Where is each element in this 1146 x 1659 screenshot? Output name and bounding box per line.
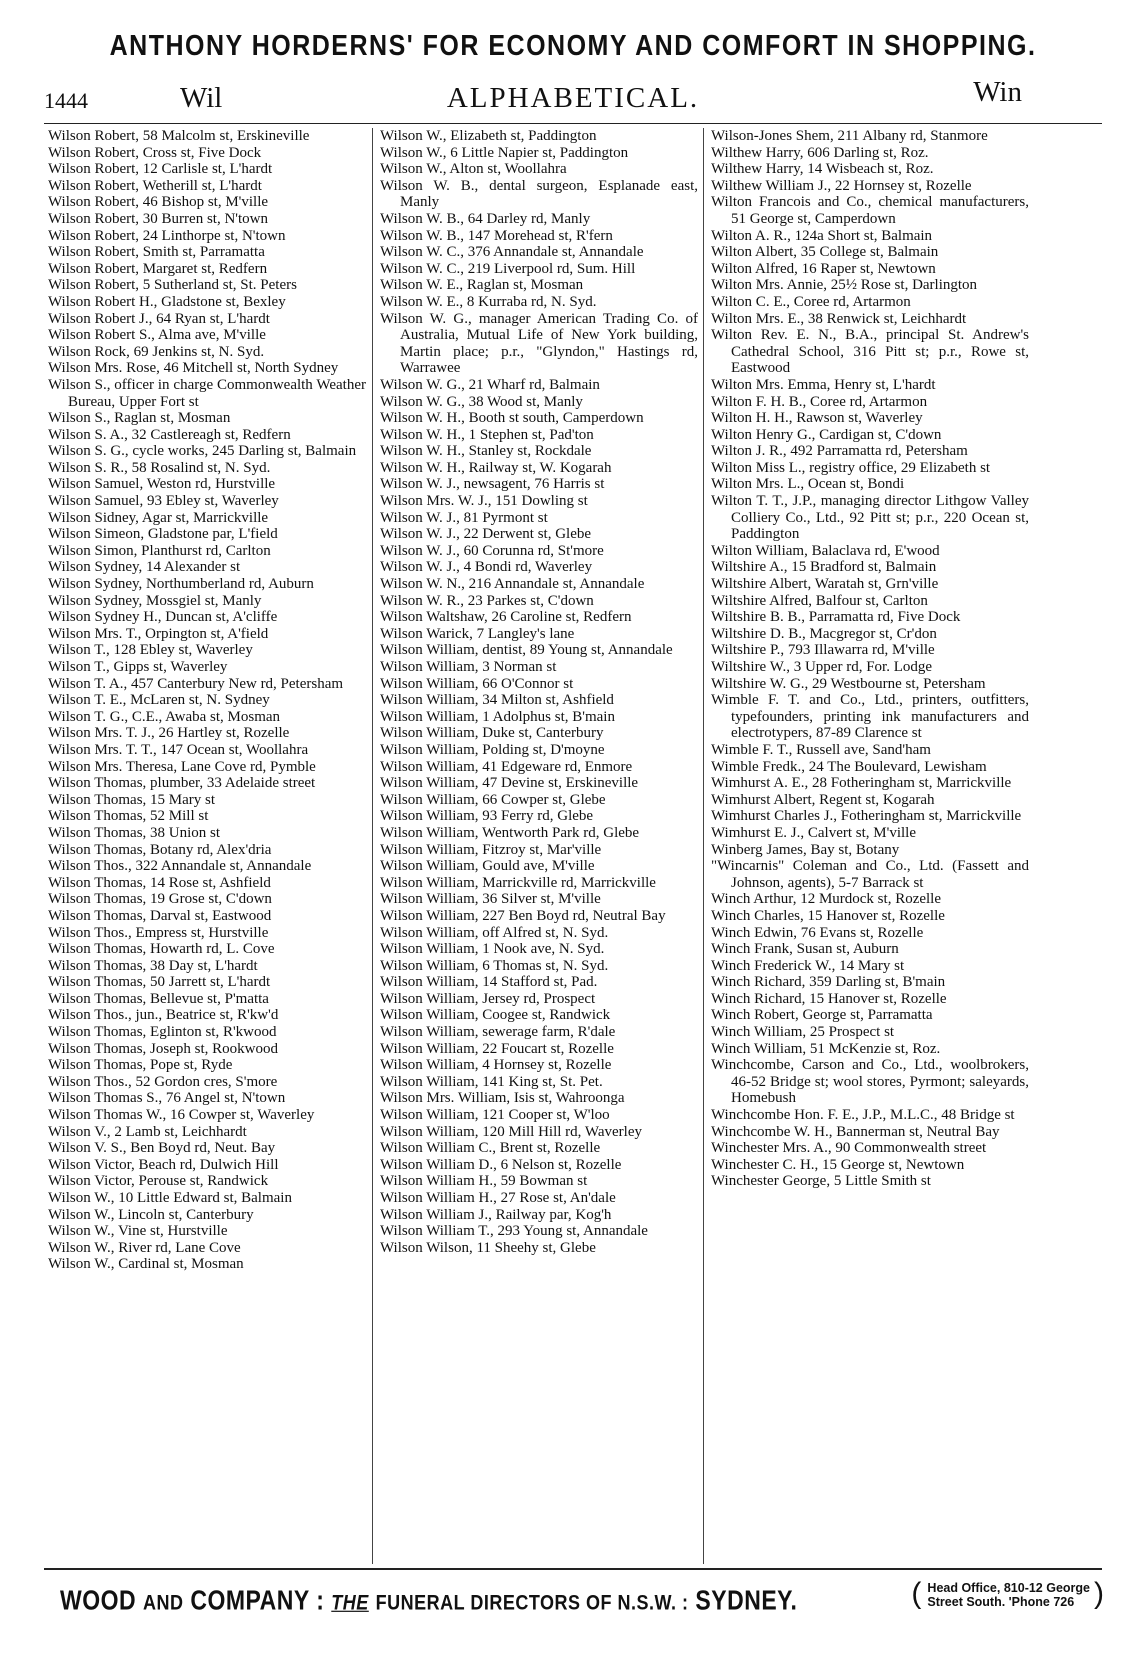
directory-entry: Wilton Rev. E. N., B.A., principal St. Andrew's Cathedral School, 316 Pitt st; p.r., Rowe st, Eastwood [711,327,1029,377]
directory-entry: Wilson S., Raglan st, Mosman [48,410,231,427]
directory-entry: Wilson S. R., 58 Rosalind st, N. Syd. [48,459,271,476]
directory-entry: Wimhurst Charles J., Fotheringham st, Marrickville [711,808,1022,825]
directory-entry: Wilson W., Cardinal st, Mosman [48,1256,244,1273]
directory-entry: Wilton Henry G., Cardigan st, C'down [711,426,942,443]
footer-advert [60,1577,1102,1627]
directory-entry: Wilson Sidney, Agar st, Marrickville [48,509,269,526]
directory-entry: Wilson Thomas, 50 Jarrett st, L'hardt [48,974,271,991]
directory-entry: Wiltshire Alfred, Balfour st, Carlton [711,592,928,609]
directory-entry: Wilson William J., Railway par, Kog'h [380,1206,612,1223]
directory-entry: Wimhurst Albert, Regent st, Kogarah [711,791,935,808]
directory-entry: Wimhurst E. J., Calvert st, M'ville [711,824,916,841]
directory-entry: Wilton T. T., J.P., managing director Lithgow Valley Colliery Co., Ltd., 92 Pitt st; p.r., 220 Ocean st, Paddington [711,493,1029,543]
directory-entry: Wilthew Harry, 14 Wisbeach st, Roz. [711,161,934,178]
directory-entry: Wilson William, 93 Ferry rd, Glebe [380,808,594,825]
directory-entry: Wilson William, 47 Devine st, Erskineville [380,775,639,792]
directory-entry: Wilton Miss L., registry office, 29 Elizabeth st [711,459,991,476]
directory-entry: Wiltshire Albert, Waratah st, Grn'ville [711,576,939,593]
directory-entry: Wilson W. J., 60 Corunna rd, St'more [380,542,604,559]
directory-entry: Wilson William, dentist, 89 Young st, Annandale [380,642,673,659]
guide-word-right: Win [973,76,1022,108]
directory-entry: Wilson Robert, 46 Bishop st, M'ville [48,194,269,211]
firm-name-part: COMPANY : [190,1584,325,1616]
directory-entry: Wilson William, Coogee st, Randwick [380,1007,611,1024]
directory-entry: Wiltshire D. B., Macgregor st, Cr'don [711,625,937,642]
directory-entry: Wimble F. T., Russell ave, Sand'ham [711,741,931,758]
directory-entry: Wilson Thomas, 14 Rose st, Ashfield [48,874,271,891]
directory-entry: Wilson S., officer in charge Commonwealth Weather Bureau, Upper Fort st [48,376,366,410]
directory-entry: Wilson V., 2 Lamb st, Leichhardt [48,1123,247,1140]
directory-entry: Wilson William, Marrickville rd, Marrickville [380,874,656,891]
directory-entry: Wilton H. H., Rawson st, Waverley [711,410,923,427]
directory-entry: Winchcombe W. H., Bannerman st, Neutral Bay [711,1123,1000,1140]
directory-entry: Wilson W. B., 147 Morehead st, R'fern [380,227,613,244]
directory-entry: Wilson William, 66 O'Connor st [380,675,574,692]
directory-entry: Wilson Robert, 24 Linthorpe st, N'town [48,227,286,244]
column-divider [703,128,704,1564]
directory-entry: Wilson W., Lincoln st, Canterbury [48,1206,254,1223]
directory-entry: Wilson W. J., 4 Bondi rd, Waverley [380,559,593,576]
directory-entry: Winchcombe, Carson and Co., Ltd., woolbrokers, 46-52 Bridge st; wool stores, Pyrmont; saleyards, Homebush [711,1057,1029,1107]
listing-column-3 [711,128,1029,1190]
directory-entry: Wilson William, Jersey rd, Prospect [380,990,596,1007]
directory-entry: Wilson Thomas, 52 Mill st [48,808,209,825]
directory-entry: Wiltshire P., 793 Illawarra rd, M'ville [711,642,935,659]
directory-entry: Wilson Robert H., Gladstone st, Bexley [48,293,286,310]
directory-entry: Wiltshire W., 3 Upper rd, For. Lodge [711,659,933,675]
directory-entry: Wilton J. R., 492 Parramatta rd, Petersham [711,443,968,460]
directory-entry: Wilson-Jones Shem, 211 Albany rd, Stanmore [711,128,988,144]
directory-entry: Wilson Thomas, Botany rd, Alex'dria [48,841,272,858]
directory-entry: Wilson W. B., 64 Darley rd, Manly [380,210,591,227]
directory-entry: Wilson W. E., 8 Kurraba rd, N. Syd. [380,293,597,310]
directory-entry: Winch Arthur, 12 Murdock st, Rozelle [711,891,942,908]
directory-entry: Wilson Thomas, 38 Union st [48,824,221,841]
directory-entry: Wilson William, 34 Milton st, Ashfield [380,692,614,709]
directory-entry: Wilson William D., 6 Nelson st, Rozelle [380,1156,622,1173]
directory-entry: Wilson W. B., dental surgeon, Esplanade east, Manly [380,177,698,211]
directory-entry: "Wincarnis" Coleman and Co., Ltd. (Fassett and Johnson, agents), 5-7 Barrack st [711,858,1029,891]
directory-entry: Wilson W., Alton st, Woollahra [380,161,567,178]
directory-entry: Wilson Samuel, Weston rd, Hurstville [48,476,276,493]
firm-name-and: AND [143,1590,184,1615]
directory-entry: Wilson William, Fitzroy st, Mar'ville [380,841,602,858]
directory-entry: Wimble F. T. and Co., Ltd., printers, outfitters, typefounders, printing ink manufacturers and electrotypers, 87-89 Clarence st [711,692,1029,742]
directory-entry: Wilson W. C., 376 Annandale st, Annandale [380,244,644,261]
firm-name-part: WOOD [60,1584,137,1616]
directory-entry: Wilton F. H. B., Coree rd, Artarmon [711,393,928,410]
directory-entry: Wilson Victor, Perouse st, Randwick [48,1173,269,1190]
directory-entry: Wilson William, off Alfred st, N. Syd. [380,924,609,941]
column-divider [372,128,373,1564]
directory-entry: Wilson T. G., C.E., Awaba st, Mosman [48,708,281,725]
directory-entry: Wilson William, Wentworth Park rd, Glebe [380,824,640,841]
directory-entry: Wilton Francois and Co., chemical manufacturers, 51 George st, Camperdown [711,194,1029,227]
directory-entry: Wilson W. H., Railway st, W. Kogarah [380,459,612,476]
directory-entry: Winchester George, 5 Little Smith st [711,1173,931,1190]
directory-entry: Wilton Mrs. Emma, Henry st, L'hardt [711,376,936,393]
directory-entry: Wilson Sydney, Northumberland rd, Auburn [48,576,314,593]
footer-address: ( Head Office, 810-12 George Street South. 'Phone 726 ) [911,1577,1104,1610]
directory-entry: Wilson William, 227 Ben Boyd rd, Neutral Bay [380,907,666,924]
directory-entry: Wilson Robert, 12 Carlisle st, L'hardt [48,161,273,178]
directory-entry: Wilson William T., 293 Young st, Annandale [380,1223,648,1240]
directory-entry: Wilson William, Duke st, Canterbury [380,725,604,742]
directory-entry: Wilson W. G., 38 Wood st, Manly [380,393,583,410]
directory-entry: Wilson W. G., manager American Trading Co. of Australia, Mutual Life of New York building, Martin place; p.r., "Glyndon," Hastings rd, Warrawee [380,310,698,377]
directory-entry: Wilson Mrs. T. J., 26 Hartley st, Rozelle [48,725,290,742]
directory-entry: Wilson W. J., 81 Pyrmont st [380,509,548,526]
directory-entry: Wilson Thos., 52 Gordon cres, S'more [48,1073,278,1090]
directory-entry: Winchester C. H., 15 George st, Newtown [711,1156,965,1173]
directory-entry: Wilton Mrs. L., Ocean st, Bondi [711,476,905,493]
directory-entry: Wilson W., River rd, Lane Cove [48,1239,241,1256]
directory-entry: Wilson Thomas, Howarth rd, L. Cove [48,941,275,958]
directory-entry: Winchcombe Hon. F. E., J.P., M.L.C., 48 Bridge st [711,1107,1015,1124]
directory-entry: Wilson Samuel, 93 Ebley st, Waverley [48,493,279,510]
directory-entry: Wilson W. E., Raglan st, Mosman [380,277,584,294]
directory-entry: Wilson Mrs. Theresa, Lane Cove rd, Pymble [48,758,316,775]
directory-entry: Wilson Robert, 30 Burren st, N'town [48,210,268,227]
directory-entry: Wilson W. R., 23 Parkes st, C'down [380,592,594,609]
directory-entry: Wilson Thomas, Eglinton st, R'kwood [48,1024,277,1041]
directory-entry: Wilthew Harry, 606 Darling st, Roz. [711,144,929,161]
directory-entry: Wilson Mrs. T. T., 147 Ocean st, Woollahra [48,741,309,758]
footer-rule [44,1568,1102,1570]
directory-entry: Wilson William, Gould ave, M'ville [380,858,595,875]
footer-firm-name [60,1584,797,1616]
directory-entry: Wilson Robert, Cross st, Five Dock [48,144,262,161]
directory-entry: Wilthew William J., 22 Hornsey st, Rozelle [711,177,972,194]
directory-entry: Wilson Mrs. William, Isis st, Wahroonga [380,1090,625,1107]
directory-entry: Wilson Robert S., Alma ave, M'ville [48,327,266,344]
directory-entry: Wilson Sydney, Mossgiel st, Manly [48,592,262,609]
firm-city: SYDNEY. [695,1584,798,1616]
directory-entry: Wilson Simeon, Gladstone par, L'field [48,526,278,543]
directory-entry: Wilson T. A., 457 Canterbury New rd, Petersham [48,675,344,692]
directory-entry: Winch Richard, 359 Darling st, B'main [711,974,946,991]
directory-entry: Wilson William, sewerage farm, R'dale [380,1024,616,1041]
directory-entry: Wilson William, 141 King st, St. Pet. [380,1073,603,1090]
directory-entry: Wilson Wilson, 11 Sheehy st, Glebe [380,1239,596,1256]
directory-entry: Wilson Mrs. W. J., 151 Dowling st [380,493,588,510]
directory-entry: Winch William, 51 McKenzie st, Roz. [711,1040,941,1057]
header-rule [44,123,1102,124]
directory-entry: Wilson William, 14 Stafford st, Pad. [380,974,598,991]
directory-entry: Wilson William, 120 Mill Hill rd, Waverley [380,1123,643,1140]
directory-entry: Wilson Robert, Wetherill st, L'hardt [48,177,262,194]
directory-entry: Wilson Robert, 5 Sutherland st, St. Peters [48,277,297,294]
directory-entry: Wilson Warick, 7 Langley's lane [380,625,575,642]
directory-entry: Wilton William, Balaclava rd, E'wood [711,542,940,559]
address-line: Street South. 'Phone 726 [927,1595,1075,1609]
directory-entry: Wilson William, Polding st, D'moyne [380,741,605,758]
directory-entry: Wilson Thomas, 38 Day st, L'hardt [48,957,258,974]
directory-entry: Wilson T., Gipps st, Waverley [48,659,228,675]
directory-entry: Wilson W., 6 Little Napier st, Paddington [380,144,629,161]
directory-entry: Wilson T., 128 Ebley st, Waverley [48,642,253,659]
firm-the: THE [331,1590,369,1615]
directory-entry: Wilson William, 6 Thomas st, N. Syd. [380,957,609,974]
listing-column-1 [48,128,366,1273]
directory-entry: Wilson Thomas, 19 Grose st, C'down [48,891,272,908]
directory-entry: Wilson William H., 59 Bowman st [380,1173,588,1190]
running-head [44,76,1102,116]
directory-entry: Wilton Alfred, 16 Raper st, Newtown [711,260,936,277]
directory-entry: Winch Charles, 15 Hanover st, Rozelle [711,907,945,924]
directory-entry: Wilson W. J., 22 Derwent st, Glebe [380,526,592,543]
directory-entry: Wilson Sydney, 14 Alexander st [48,559,241,576]
directory-entry: Wilson Thos., 322 Annandale st, Annandale [48,858,312,875]
directory-entry: Wilson Robert, 58 Malcolm st, Erskineville [48,128,310,144]
directory-entry: Wilson W., 10 Little Edward st, Balmain [48,1190,292,1206]
directory-entry: Winch Richard, 15 Hanover st, Rozelle [711,990,947,1007]
directory-entry: Wilson W., Vine st, Hurstville [48,1223,228,1240]
directory-entry: Wilson Sydney H., Duncan st, A'cliffe [48,609,278,626]
directory-entry: Wilson William, 121 Cooper st, W'loo [380,1107,610,1124]
directory-entry: Wilson Thomas W., 16 Cowper st, Waverley [48,1107,315,1124]
directory-entry: Wilson William, 66 Cowper st, Glebe [380,791,606,808]
directory-entry: Wilson William, 3 Norman st [380,659,557,675]
directory-entry: Wilson Waltshaw, 26 Caroline st, Redfern [380,609,632,626]
directory-entry: Wilson Mrs. T., Orpington st, A'field [48,625,269,642]
section-title: ALPHABETICAL. [446,82,700,114]
directory-entry: Wilson W. N., 216 Annandale st, Annandale [380,576,645,593]
directory-entry: Wilson W. H., Stanley st, Rockdale [380,443,592,460]
directory-entry: Wilson William, 22 Foucart st, Rozelle [380,1040,614,1057]
directory-entry: Wimble Fredk., 24 The Boulevard, Lewisham [711,758,987,775]
directory-entry: Wilson Thos., jun., Beatrice st, R'kw'd [48,1007,279,1024]
directory-entry: Wilson William C., Brent st, Rozelle [380,1140,601,1157]
directory-entry: Wilson Thomas, plumber, 33 Adelaide street [48,775,316,792]
directory-entry: Wilson Thomas S., 76 Angel st, N'town [48,1090,286,1107]
directory-entry: Wilson Robert, Smith st, Parramatta [48,244,265,261]
directory-entry: Wilson W. H., Booth st south, Camperdown [380,410,644,427]
directory-entry: Wilton Mrs. Annie, 25½ Rose st, Darlington [711,277,978,294]
directory-entry: Winch Robert, George st, Parramatta [711,1007,933,1024]
directory-entry: Wilson William, 1 Nook ave, N. Syd. [380,941,605,958]
directory-entry: Wilson William H., 27 Rose st, An'dale [380,1190,616,1206]
page-number: 1444 [44,88,88,113]
directory-entry: Wilson W. H., 1 Stephen st, Pad'ton [380,426,594,443]
directory-entry: Wilson William, 36 Silver st, M'ville [380,891,601,908]
advertising-banner: ANTHONY HORDERNS' FOR ECONOMY AND COMFORT IN SHOPPING. [109,29,1037,63]
directory-entry: Wilson Mrs. Rose, 46 Mitchell st, North Sydney [48,360,339,377]
directory-entry: Wilson W. C., 219 Liverpool rd, Sum. Hill [380,260,636,277]
directory-entry: Wiltshire W. G., 29 Westbourne st, Petersham [711,675,986,692]
directory-entry: Wilson Robert J., 64 Ryan st, L'hardt [48,310,270,327]
directory-entry: Wilson William, 4 Hornsey st, Rozelle [380,1057,612,1074]
directory-entry: Wilson V. S., Ben Boyd rd, Neut. Bay [48,1140,276,1157]
directory-entry: Wilson Thomas, Joseph st, Rookwood [48,1040,278,1057]
listing-column-2 [380,128,698,1256]
directory-entry: Wilson W., Elizabeth st, Paddington [380,128,597,144]
directory-entry: Wilson Robert, Margaret st, Redfern [48,260,268,277]
directory-entry: Wilton Albert, 35 College st, Balmain [711,244,939,261]
directory-entry: Wilson W. J., newsagent, 76 Harris st [380,476,605,493]
directory-entry: Wilson S. A., 32 Castlereagh st, Redfern [48,426,291,443]
directory-entry: Wilson Thomas, 15 Mary st [48,791,216,808]
directory-entry: Wilson Thomas, Darval st, Eastwood [48,907,272,924]
directory-entry: Wilton A. R., 124a Short st, Balmain [711,227,933,244]
directory-entry: Wimhurst A. E., 28 Fotheringham st, Marrickville [711,775,1012,792]
directory-entry: Winberg James, Bay st, Botany [711,841,900,858]
directory-entry: Winch William, 25 Prospect st [711,1024,895,1041]
directory-entry: Wiltshire A., 15 Bradford st, Balmain [711,559,937,576]
directory-entry: Wilson Simon, Planthurst rd, Carlton [48,542,271,559]
directory-entry: Winch Frank, Susan st, Auburn [711,941,899,958]
directory-entry: Wilson William, 41 Edgeware rd, Enmore [380,758,633,775]
directory-entry: Wilton C. E., Coree rd, Artarmon [711,293,911,310]
directory-entry: Wiltshire B. B., Parramatta rd, Five Dock [711,609,961,626]
directory-entry: Wilton Mrs. E., 38 Renwick st, Leichhardt [711,310,967,327]
directory-entry: Wilson William, 1 Adolphus st, B'main [380,708,615,725]
directory-entry: Winchester Mrs. A., 90 Commonwealth street [711,1140,987,1157]
directory-entry: Wilson Thomas, Pope st, Ryde [48,1057,233,1074]
directory-entry: Wilson Victor, Beach rd, Dulwich Hill [48,1156,279,1173]
directory-entry: Wilson Thomas, Bellevue st, P'matta [48,990,269,1007]
directory-entry: Winch Edwin, 76 Evans st, Rozelle [711,924,924,941]
address-line: Head Office, 810-12 George [927,1581,1090,1595]
directory-entry: Wilson T. E., McLaren st, N. Sydney [48,692,270,709]
directory-entry: Wilson W. G., 21 Wharf rd, Balmain [380,376,600,393]
guide-word-left: Wil [180,82,223,114]
firm-tagline: FUNERAL DIRECTORS OF N.S.W. : [375,1590,689,1615]
directory-entry: Wilson S. G., cycle works, 245 Darling st, Balmain [48,443,357,460]
directory-entry: Wilson Thos., Empress st, Hurstville [48,924,269,941]
directory-entry: Wilson Rock, 69 Jenkins st, N. Syd. [48,343,265,360]
directory-entry: Winch Frederick W., 14 Mary st [711,957,905,974]
